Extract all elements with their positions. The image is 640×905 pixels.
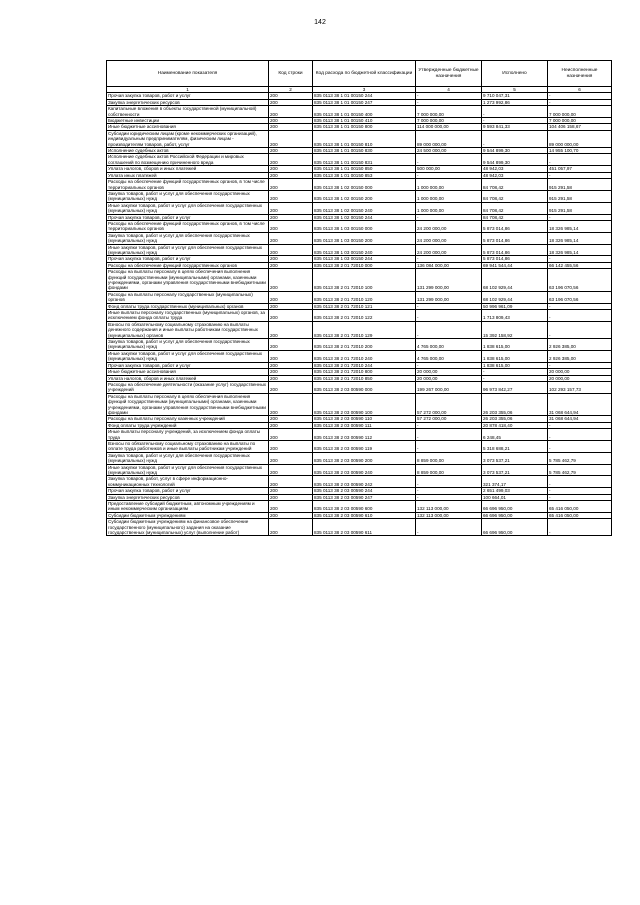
unexecuted-cell: - [548,172,612,178]
executed-cell: 1 838 615,00 [482,362,548,368]
approved-cell: - [416,476,482,488]
indicator-name-cell: Иные закупки товаров, работ и услуг для обеспечения государственных (муниципальных) нужд [107,244,269,256]
table-row [107,291,612,303]
approved-cell: 131 299 000,00 [416,291,482,303]
expense-code-cell: 835 0113 38 1 01 00150 830 [313,148,416,154]
executed-cell: 84 708,42 [482,179,548,191]
line-code-cell: 200 [269,202,313,214]
header-line-code: Код строки [269,61,313,87]
executed-cell: 6 248,45 [482,429,548,441]
indicator-name-cell: Прочая закупка товаров, работ и услуг [107,214,269,220]
table-row [107,452,612,464]
line-code-cell: 200 [269,256,313,262]
executed-cell: 2 651 499,03 [482,488,548,494]
expense-code-cell: 835 0113 38 2 03 00590 611 [313,519,416,536]
approved-cell: 24 500 000,00 [416,148,482,154]
line-code-cell: 200 [269,148,313,154]
unexecuted-cell: 915 291,58 [548,190,612,202]
approved-cell: - [416,256,482,262]
line-code-cell: 200 [269,262,313,268]
expense-code-cell: 835 0113 38 1 01 00150 850 [313,166,416,172]
approved-cell: 4 765 000,00 [416,350,482,362]
line-code-cell: 200 [269,452,313,464]
line-code-cell: 200 [269,464,313,476]
indicator-name-cell: Иные бюджетные ассигнования [107,124,269,130]
line-code-cell: 200 [269,118,313,124]
header-row [107,61,612,87]
table-row [107,310,612,322]
unexecuted-cell: - [548,214,612,220]
expense-code-cell: 835 0113 38 2 01 72010 129 [313,321,416,338]
line-code-cell: 200 [269,179,313,191]
indicator-name-cell: Исполнение судебных актов [107,148,269,154]
unexecuted-cell: - [548,303,612,309]
table-row [107,179,612,191]
approved-cell: 20 000,00 [416,369,482,375]
approved-cell: - [416,303,482,309]
executed-cell: 96 973 842,27 [482,381,548,393]
expense-code-cell: 835 0113 38 1 02 00150 240 [313,202,416,214]
unexecuted-cell: 5 785 462,79 [548,452,612,464]
approved-cell: - [416,99,482,105]
approved-cell: - [416,154,482,166]
line-code-cell: 200 [269,321,313,338]
expense-code-cell: 835 0113 38 2 01 72010 122 [313,310,416,322]
line-code-cell: 200 [269,310,313,322]
expense-code-cell: 835 0113 38 1 01 00150 244 [313,93,416,99]
executed-cell: - [482,375,548,381]
unexecuted-cell: - [548,422,612,428]
unexecuted-cell: 65 416 050,00 [548,501,612,513]
line-code-cell: 200 [269,220,313,232]
executed-cell: - [482,118,548,124]
unexecuted-cell: - [548,519,612,536]
expense-code-cell: 835 0113 38 2 03 00590 000 [313,381,416,393]
executed-cell: 26 203 355,06 [482,416,548,422]
table-row [107,429,612,441]
executed-cell: - [482,106,548,118]
table-row [107,321,612,338]
line-code-cell: 200 [269,166,313,172]
executed-cell: 1 273 992,86 [482,99,548,105]
approved-cell: - [416,440,482,452]
column-index: 2 [269,87,313,93]
indicator-name-cell: Прочая закупка товаров, работ и услуг [107,362,269,368]
line-code-cell: 200 [269,369,313,375]
line-code-cell: 200 [269,381,313,393]
table-row [107,519,612,536]
executed-cell: 5 873 014,86 [482,232,548,244]
line-code-cell: 200 [269,172,313,178]
expense-code-cell: 835 0113 38 2 03 00590 100 [313,393,416,416]
expense-code-cell: 835 0113 38 2 03 00590 244 [313,488,416,494]
table-row [107,154,612,166]
line-code-cell: 200 [269,106,313,118]
indicator-name-cell: Закупка товаров, работ и услуг для обеспечения государственных (муниципальных) нужд [107,232,269,244]
table-row [107,244,612,256]
approved-cell: - [416,310,482,322]
line-code-cell: 200 [269,416,313,422]
approved-cell: 1 000 000,00 [416,202,482,214]
unexecuted-cell: 915 291,58 [548,179,612,191]
approved-cell: 7 000 000,00 [416,106,482,118]
approved-cell: 136 084 000,00 [416,262,482,268]
unexecuted-cell: - [548,93,612,99]
expense-code-cell: 835 0113 38 1 02 00150 000 [313,179,416,191]
line-code-cell: 200 [269,350,313,362]
line-code-cell: 200 [269,440,313,452]
approved-cell: 24 200 000,00 [416,220,482,232]
unexecuted-cell: 104 406 158,67 [548,124,612,130]
executed-cell: 68 102 929,44 [482,269,548,292]
unexecuted-cell: 66 142 455,56 [548,262,612,268]
approved-cell: 199 267 000,00 [416,381,482,393]
indicator-name-cell: Закупка товаров, работ и услуг для обеспечения государственных (муниципальных) нужд [107,339,269,351]
unexecuted-cell: 451 057,97 [548,166,612,172]
indicator-name-cell: Взносы по обязательному социальному страхованию на выплаты денежного содержания и иные выплаты работникам государственных (муниципальных) органов [107,321,269,338]
executed-cell: 66 696 950,00 [482,512,548,518]
approved-cell: - [416,494,482,500]
unexecuted-cell: - [548,362,612,368]
executed-cell: 66 696 950,00 [482,519,548,536]
table-row [107,350,612,362]
indicator-name-cell: Иные выплаты персоналу государственных (муниципальных) органов, за исключением фонда оплаты труда [107,310,269,322]
expense-code-cell: 835 0113 38 2 01 72010 244 [313,362,416,368]
line-code-cell: 200 [269,339,313,351]
executed-cell: - [482,130,548,147]
approved-cell: 7 000 000,00 [416,118,482,124]
indicator-name-cell: Расходы на обеспечение функций государственных органов [107,262,269,268]
unexecuted-cell: 20 000,00 [548,369,612,375]
table-row [107,106,612,118]
line-code-cell: 200 [269,99,313,105]
indicator-name-cell: Уплата налогов, сборов и иных платежей [107,166,269,172]
approved-cell: 8 859 000,00 [416,464,482,476]
unexecuted-cell: - [548,429,612,441]
line-code-cell: 200 [269,154,313,166]
line-code-cell: 200 [269,422,313,428]
line-code-cell: 200 [269,494,313,500]
approved-cell: - [416,488,482,494]
table-row [107,440,612,452]
column-index: 4 [416,87,482,93]
table-row [107,381,612,393]
approved-cell: 131 299 000,00 [416,269,482,292]
line-code-cell: 200 [269,291,313,303]
executed-cell: 20 878 418,40 [482,422,548,428]
header-expense-code: Код расхода по бюджетной классификации [313,61,416,87]
indicator-name-cell: Прочая закупка товаров, работ и услуг [107,488,269,494]
header-unexecuted: Неисполненные назначения [548,61,612,87]
line-code-cell: 200 [269,501,313,513]
unexecuted-cell: 915 291,58 [548,202,612,214]
indicator-name-cell: Уплата налогов, сборов и иных платежей [107,375,269,381]
executed-cell: 48 942,03 [482,172,548,178]
approved-cell: 89 000 000,00 [416,130,482,147]
executed-cell: 69 941 544,44 [482,262,548,268]
approved-cell: 24 200 000,00 [416,244,482,256]
executed-cell: 1 838 615,00 [482,339,548,351]
indicator-name-cell: Закупка энергетических ресурсов [107,494,269,500]
line-code-cell: 200 [269,190,313,202]
indicator-name-cell: Фонд оплаты труда государственных (муниципальных) органов [107,303,269,309]
indicator-name-cell: Субсидии бюджетным учреждениям на финансовое обеспечение государственного (муниципального) задания на оказание государственных (муниципальных) услуг (выполнение работ) [107,519,269,536]
line-code-cell: 200 [269,393,313,416]
indicator-name-cell: Расходы на выплаты персоналу в целях обеспечения выполнения функций государственными (муниципальными) органами, казенными учреждениями, органами управления государственными внебюджетными фондами [107,393,269,416]
expense-code-cell: 835 0113 38 1 01 00150 800 [313,124,416,130]
line-code-cell: 200 [269,519,313,536]
executed-cell: 5 873 014,86 [482,256,548,262]
unexecuted-cell: - [548,488,612,494]
expense-code-cell: 835 0113 38 1 01 00150 410 [313,118,416,124]
approved-cell: 1 000 000,00 [416,179,482,191]
approved-cell: 4 765 000,00 [416,339,482,351]
unexecuted-cell: 2 926 385,00 [548,350,612,362]
executed-cell: 3 073 537,21 [482,464,548,476]
line-code-cell: 200 [269,124,313,130]
indicator-name-cell: Субсидии бюджетным учреждениям [107,512,269,518]
page-number: 142 [314,19,326,26]
line-code-cell: 200 [269,476,313,488]
budget-execution-table [106,60,612,536]
expense-code-cell: 835 0113 38 2 03 00590 610 [313,512,416,518]
expense-code-cell: 835 0113 38 1 03 00150 244 [313,256,416,262]
expense-code-cell: 835 0113 38 1 02 00150 244 [313,214,416,220]
table-row [107,339,612,351]
unexecuted-cell: 18 326 985,14 [548,220,612,232]
unexecuted-cell: 63 196 070,56 [548,291,612,303]
table-row [107,269,612,292]
header-approved: Утвержденные бюджетные назначения [416,61,482,87]
unexecuted-cell: 63 196 070,56 [548,269,612,292]
approved-cell: - [416,172,482,178]
expense-code-cell: 835 0113 38 2 01 72010 240 [313,350,416,362]
approved-cell: 132 113 000,00 [416,512,482,518]
approved-cell: 57 272 000,00 [416,416,482,422]
expense-code-cell: 835 0113 38 2 01 72010 200 [313,339,416,351]
table-row [107,464,612,476]
expense-code-cell: 835 0113 38 2 01 72010 100 [313,269,416,292]
table-row [107,190,612,202]
column-index: 5 [482,87,548,93]
unexecuted-cell: - [548,99,612,105]
expense-code-cell: 835 0113 38 2 03 00590 240 [313,464,416,476]
approved-cell: - [416,214,482,220]
approved-cell: - [416,429,482,441]
approved-cell: - [416,93,482,99]
expense-code-cell: 835 0113 38 2 01 72010 000 [313,262,416,268]
table-row [107,393,612,416]
line-code-cell: 200 [269,232,313,244]
column-index: 3 [313,87,416,93]
indicator-name-cell: Закупка товаров, работ и услуг для обеспечения государственных (муниципальных) нужд [107,190,269,202]
expense-code-cell: 835 0113 38 1 01 00150 853 [313,172,416,178]
indicator-name-cell: Бюджетные инвестиции [107,118,269,124]
expense-code-cell: 835 0113 38 2 01 72010 800 [313,369,416,375]
line-code-cell: 200 [269,269,313,292]
executed-cell: - [482,369,548,375]
unexecuted-cell: 20 000,00 [548,375,612,381]
executed-cell: 9 710 047,31 [482,93,548,99]
approved-cell: 114 000 000,00 [416,124,482,130]
approved-cell: 1 000 000,00 [416,190,482,202]
approved-cell: - [416,519,482,536]
expense-code-cell: 835 0113 38 1 01 00150 831 [313,154,416,166]
unexecuted-cell: - [548,321,612,338]
executed-cell: 68 102 929,44 [482,291,548,303]
line-code-cell: 200 [269,214,313,220]
indicator-name-cell: Предоставление субсидий бюджетным, автономным учреждениям и иным некоммерческим организациям [107,501,269,513]
expense-code-cell: 835 0113 38 1 03 00150 000 [313,220,416,232]
unexecuted-cell: - [548,154,612,166]
indicator-name-cell: Иные бюджетные ассигнования [107,369,269,375]
indicator-name-cell: Субсидии юридическим лицам (кроме некоммерческих организаций), индивидуальным предпринимателям, физическим лицам - производителям товаров, работ, услуг [107,130,269,147]
budget-execution-table-wrapper [106,60,611,536]
indicator-name-cell: Закупка энергетических ресурсов [107,99,269,105]
executed-cell: 5 318 688,21 [482,440,548,452]
line-code-cell: 200 [269,303,313,309]
expense-code-cell: 835 0113 38 2 03 00590 119 [313,440,416,452]
indicator-name-cell: Иные закупки товаров, работ и услуг для обеспечения государственных (муниципальных) нужд [107,464,269,476]
approved-cell: 500 000,00 [416,166,482,172]
indicator-name-cell: Расходы на выплаты персоналу казенных учреждений [107,416,269,422]
column-index: 6 [548,87,612,93]
expense-code-cell: 835 0113 38 1 01 00150 400 [313,106,416,118]
executed-cell: 5 873 014,86 [482,244,548,256]
indicator-name-cell: Расходы на обеспечение функций государственных органов, в том числе территориальных органов [107,179,269,191]
approved-cell: 24 200 000,00 [416,232,482,244]
expense-code-cell: 835 0113 38 2 03 00590 112 [313,429,416,441]
indicator-name-cell: Иные выплаты персоналу учреждений, за исключением фонда оплаты труда [107,429,269,441]
executed-cell: 84 708,42 [482,214,548,220]
executed-cell: 26 203 355,06 [482,393,548,416]
indicator-name-cell: Расходы на обеспечение деятельности (оказание услуг) государственных учреждений [107,381,269,393]
indicator-name-cell: Исполнение судебных актов Российской Федерации и мировых соглашений по возмещению причиненного вреда [107,154,269,166]
approved-cell: - [416,321,482,338]
line-code-cell: 200 [269,375,313,381]
indicator-name-cell: Прочая закупка товаров, работ и услуг [107,256,269,262]
executed-cell: 5 873 014,86 [482,220,548,232]
column-index: 1 [107,87,269,93]
unexecuted-cell: 14 955 100,70 [548,148,612,154]
line-code-cell: 200 [269,362,313,368]
table-body [107,93,612,536]
indicator-name-cell: Расходы на выплаты персоналу в целях обеспечения выполнения функций государственными (муниципальными) органами, казенными учреждениями, органами управления государственными внебюджетными фондами [107,269,269,292]
approved-cell: 8 859 000,00 [416,452,482,464]
expense-code-cell: 835 0113 38 2 03 00590 242 [313,476,416,488]
executed-cell: 48 942,03 [482,166,548,172]
indicator-name-cell: Уплата иных платежей [107,172,269,178]
header-indicator-name: Наименование показателя [107,61,269,87]
table-row [107,476,612,488]
line-code-cell: 200 [269,93,313,99]
executed-cell: 84 708,42 [482,202,548,214]
unexecuted-cell: 102 293 157,73 [548,381,612,393]
executed-cell: 50 996 961,09 [482,303,548,309]
expense-code-cell: 835 0113 38 1 03 00150 200 [313,232,416,244]
executed-cell: 3 073 537,21 [482,452,548,464]
unexecuted-cell: 7 000 000,00 [548,106,612,118]
unexecuted-cell: - [548,476,612,488]
table-row [107,501,612,513]
unexecuted-cell: - [548,256,612,262]
table-row [107,232,612,244]
table-row [107,130,612,147]
line-code-cell: 200 [269,512,313,518]
unexecuted-cell: 65 416 050,00 [548,512,612,518]
header-executed: Исполнено [482,61,548,87]
unexecuted-cell: 18 326 985,14 [548,232,612,244]
unexecuted-cell: 18 326 985,14 [548,244,612,256]
approved-cell: 57 272 000,00 [416,393,482,416]
indicator-name-cell: Иные закупки товаров, работ и услуг для обеспечения государственных (муниципальных) нужд [107,202,269,214]
unexecuted-cell: - [548,310,612,322]
approved-cell: 20 000,00 [416,375,482,381]
approved-cell: - [416,422,482,428]
expense-code-cell: 835 0113 38 2 03 00590 111 [313,422,416,428]
executed-cell: 321 374,17 [482,476,548,488]
expense-code-cell: 835 0113 38 2 03 00590 110 [313,416,416,422]
expense-code-cell: 835 0113 38 2 01 72010 850 [313,375,416,381]
unexecuted-cell: - [548,440,612,452]
unexecuted-cell: 31 068 644,94 [548,393,612,416]
executed-cell: 1 838 615,00 [482,350,548,362]
indicator-name-cell: Расходы на обеспечение функций государственных органов, в том числе территориальных органов [107,220,269,232]
unexecuted-cell: - [548,494,612,500]
unexecuted-cell: 31 068 644,94 [548,416,612,422]
line-code-cell: 200 [269,429,313,441]
expense-code-cell: 835 0113 38 2 01 72010 121 [313,303,416,309]
indicator-name-cell: Закупка товаров, работ, услуг в сфере информационно-коммуникационных технологий [107,476,269,488]
indicator-name-cell: Взносы по обязательному социальному страхованию на выплаты по оплате труда работников и иные выплаты работникам учреждений [107,440,269,452]
indicator-name-cell: Закупка товаров, работ и услуг для обеспечения государственных (муниципальных) нужд [107,452,269,464]
indicator-name-cell: Фонд оплаты труда учреждений [107,422,269,428]
indicator-name-cell: Иные закупки товаров, работ и услуг для обеспечения государственных (муниципальных) нужд [107,350,269,362]
executed-cell: 84 708,42 [482,190,548,202]
expense-code-cell: 835 0113 38 1 01 00150 247 [313,99,416,105]
line-code-cell: 200 [269,130,313,147]
executed-cell: 9 544 899,30 [482,148,548,154]
unexecuted-cell: 2 926 385,00 [548,339,612,351]
executed-cell: 9 593 841,33 [482,124,548,130]
table-row [107,202,612,214]
expense-code-cell: 835 0113 38 2 01 72010 120 [313,291,416,303]
indicator-name-cell: Капитальные вложения в объекты государственной (муниципальной) собственности [107,106,269,118]
indicator-name-cell: Расходы на выплаты персоналу государственных (муниципальных) органов [107,291,269,303]
table-row [107,220,612,232]
unexecuted-cell: 89 000 000,00 [548,130,612,147]
executed-cell: 100 664,01 [482,494,548,500]
expense-code-cell: 835 0113 38 1 03 00150 240 [313,244,416,256]
executed-cell: 15 392 158,92 [482,321,548,338]
approved-cell: - [416,362,482,368]
expense-code-cell: 835 0113 38 2 03 00590 600 [313,501,416,513]
unexecuted-cell: 7 000 000,00 [548,118,612,124]
line-code-cell: 200 [269,244,313,256]
executed-cell: 1 713 809,43 [482,310,548,322]
executed-cell: 9 544 899,30 [482,154,548,166]
line-code-cell: 200 [269,488,313,494]
expense-code-cell: 835 0113 38 1 01 00150 810 [313,130,416,147]
unexecuted-cell: 5 785 462,79 [548,464,612,476]
expense-code-cell: 835 0113 38 1 02 00150 200 [313,190,416,202]
approved-cell: 132 113 000,00 [416,501,482,513]
expense-code-cell: 835 0113 38 2 03 00590 200 [313,452,416,464]
indicator-name-cell: Прочая закупка товаров, работ и услуг [107,93,269,99]
expense-code-cell: 835 0113 38 2 03 00590 247 [313,494,416,500]
executed-cell: 66 696 950,00 [482,501,548,513]
